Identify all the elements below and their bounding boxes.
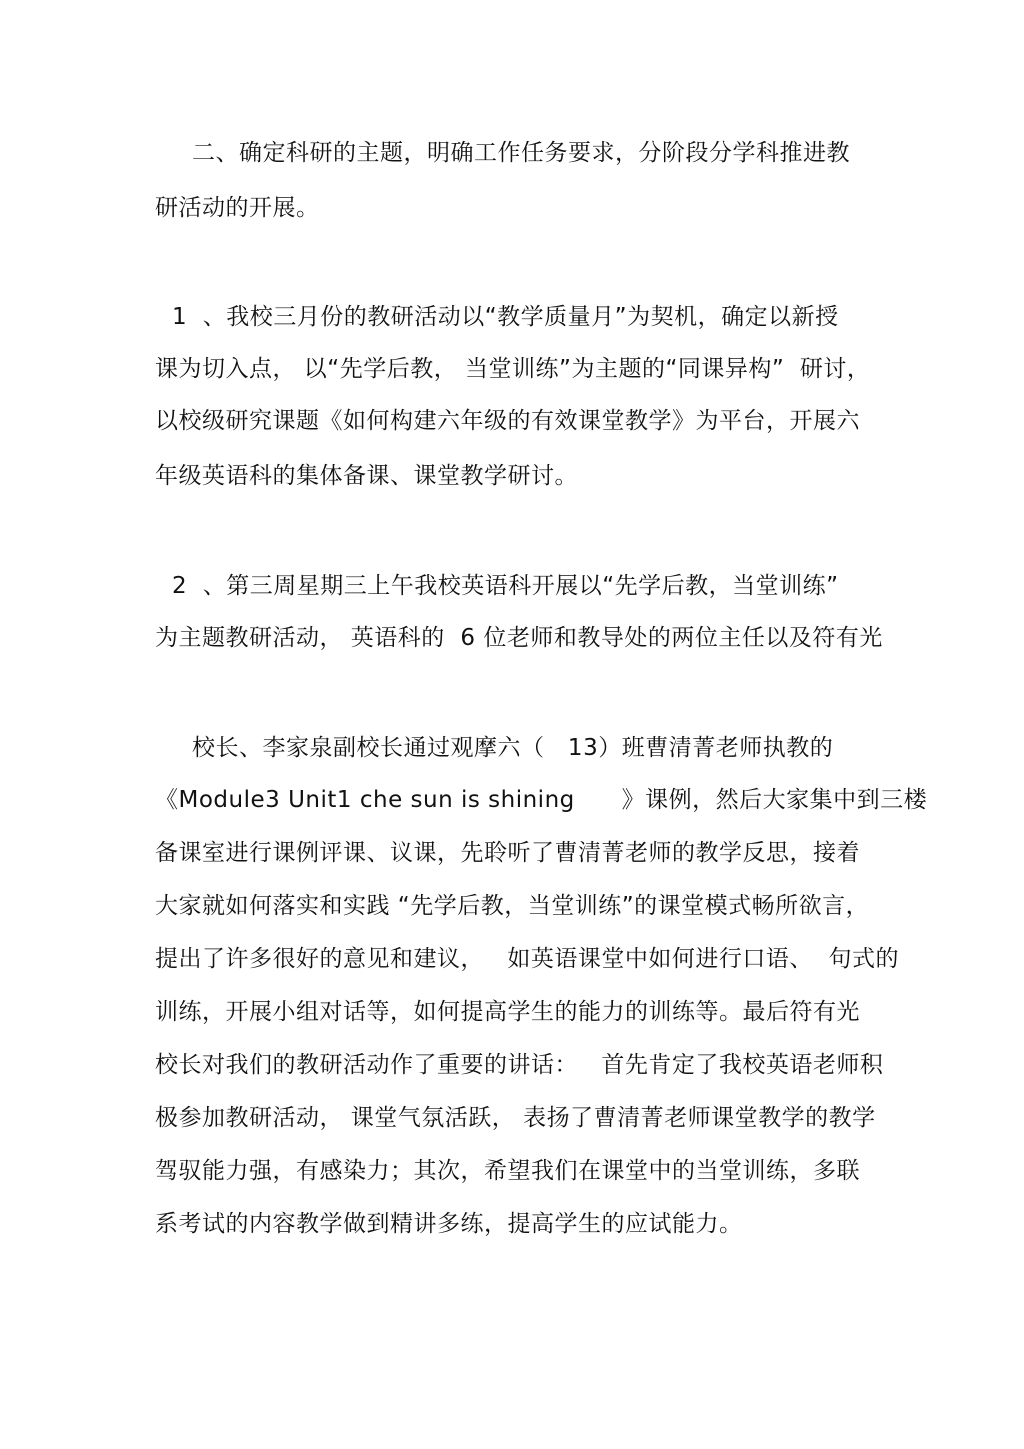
item-1-line-1: 1 、我校三月份的教研活动以“教学质量月”为契机，确定以新授 [172, 304, 839, 330]
continuation-line-2: 《Module3 Unit1 che sun is shining 》课例，然后大家集中到三楼 [155, 787, 928, 813]
continuation-line-8: 极参加教研活动， 课堂气氛活跃， 表扬了曹清菁老师课堂教学的教学 [155, 1105, 876, 1131]
continuation-line-9: 驾驭能力强，有感染力；其次，希望我们在课堂中的当堂训练，多联 [155, 1158, 860, 1184]
item-1-line-3: 以校级研究课题《如何构建六年级的有效课堂教学》为平台，开展六 [155, 408, 860, 434]
continuation-line-6: 训练，开展小组对话等，如何提高学生的能力的训练等。最后符有光 [155, 999, 860, 1025]
continuation-line-4: 大家就如何落实和实践 “先学后教，当堂训练”的课堂模式畅所欲言， [155, 893, 870, 919]
continuation-line-10: 系考试的内容教学做到精讲多练，提高学生的应试能力。 [155, 1211, 743, 1237]
item-1-line-2: 课为切入点， 以“先学后教， 当堂训练”为主题的“同课异构” 研讨， [155, 356, 871, 382]
item-2-line-1: 2 、第三周星期三上午我校英语科开展以“先学后教，当堂训练” [172, 573, 839, 599]
continuation-line-3: 备课室进行课例评课、议课，先聆听了曹清菁老师的教学反思，接着 [155, 840, 860, 866]
continuation-line-1: 校长、李家泉副校长通过观摩六（ 13）班曹清菁老师执教的 [192, 735, 834, 761]
continuation-line-5: 提出了许多很好的意见和建议， 如英语课堂中如何进行口语、 句式的 [155, 946, 900, 972]
section-heading-line-1: 二、确定科研的主题，明确工作任务要求，分阶段分学科推进教 [192, 140, 850, 166]
item-2-line-2: 为主题教研活动， 英语科的 6 位老师和教导处的两位主任以及符有光 [155, 625, 883, 651]
item-1-line-4: 年级英语科的集体备课、课堂教学研讨。 [155, 463, 578, 489]
continuation-line-7: 校长对我们的教研活动作了重要的讲话： 首先肯定了我校英语老师积 [155, 1052, 884, 1078]
section-heading-line-2: 研活动的开展。 [155, 195, 320, 221]
